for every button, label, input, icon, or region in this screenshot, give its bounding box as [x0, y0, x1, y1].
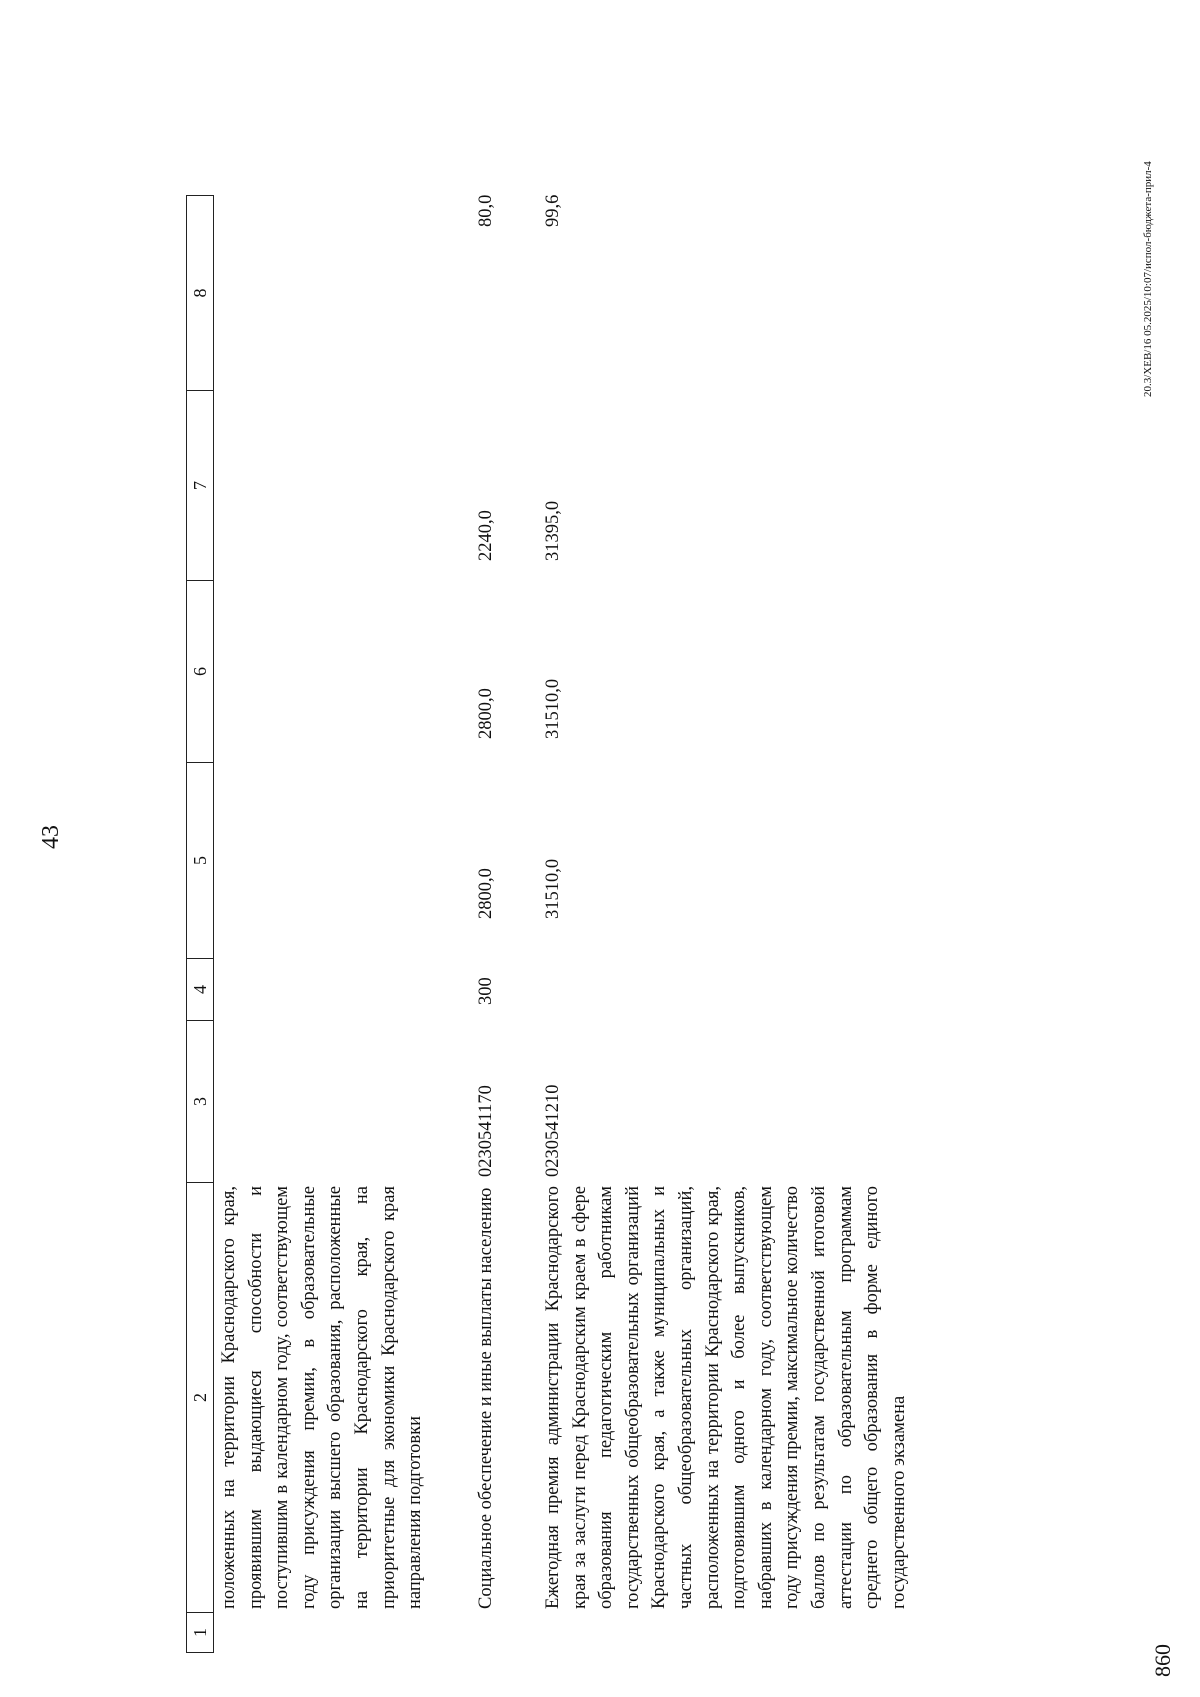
row-1-col5: 2800,0: [476, 868, 496, 919]
header-col-1: 1: [186, 1613, 214, 1653]
row-2-col6: 31510,0: [543, 678, 563, 739]
row-1-type: 300: [476, 977, 496, 1005]
row-2-code: 0230541210: [543, 1084, 563, 1177]
header-col-3: 3: [186, 1021, 214, 1183]
row-0-description: положенных на территории Краснодарского края, проявившим выдающиеся способности и поступившим в календарном году, соответствующем году присуждения премии, в образовательные организации высшего образования, расположенные на территории Краснодарского края, на приоритетные для экономики Краснодарского края направления подготовки: [219, 1186, 426, 1609]
header-col-2: 2: [186, 1183, 214, 1613]
row-2-col8: 99,6: [543, 194, 563, 227]
row-2-description: Ежегодная премия администрации Краснодарского края за заслуги перед Краснодарским краем в сфере образования педагогическим работникам государственных общеобразовательных организаций Краснодарского края, а также муниципальных и частных общеобразовательных организаций, расположенных на территории Краснодарского края, подготовившим одного и более выпускников, набравших в календарном году, соответствующем году присуждения премии, максимальное количество баллов по результатам государственной итоговой аттестации по образовательным программам среднего общего образования в форме единого государственного экзамена: [543, 1186, 909, 1609]
header-col-6: 6: [186, 581, 214, 763]
row-1-description: Социальное обеспечение и иные выплаты населению: [476, 1187, 496, 1609]
footer-stamp: 20.3/XEB/16 05.2025/10:07/испол-бюджета-прил-4: [1142, 161, 1154, 397]
row-1-col7: 2240,0: [476, 510, 496, 561]
header-col-7: 7: [186, 391, 214, 581]
row-2-col7: 31395,0: [543, 500, 563, 561]
header-col-5: 5: [186, 763, 214, 959]
header-col-4: 4: [186, 959, 214, 1021]
row-1-code: 0230541170: [476, 1085, 496, 1177]
row-2-col5: 31510,0: [543, 858, 563, 919]
sheet-number: 860: [1150, 1644, 1175, 1677]
header-col-8: 8: [186, 195, 214, 391]
row-1-col8: 80,0: [476, 194, 496, 227]
row-1-col6: 2800,0: [476, 688, 496, 739]
page-number: 43: [38, 825, 64, 849]
